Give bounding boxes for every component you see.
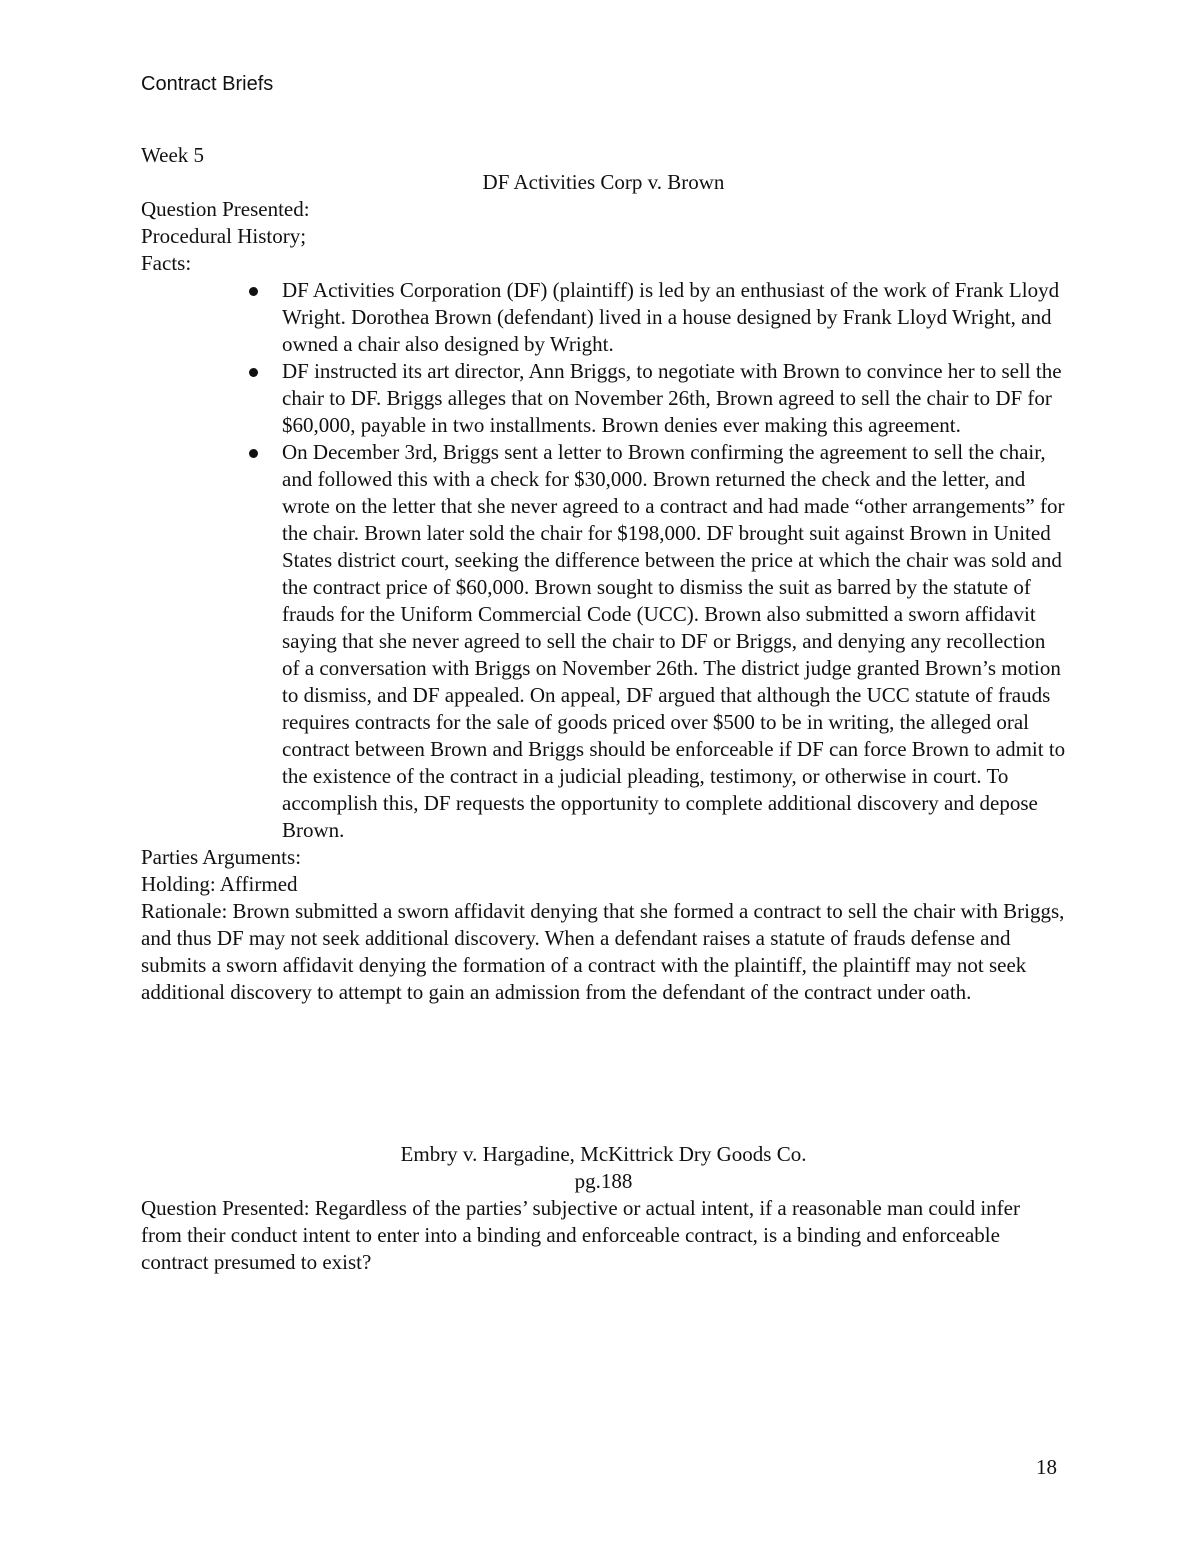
- running-header: Contract Briefs: [141, 73, 274, 95]
- facts-label: Facts:: [141, 251, 192, 275]
- parties-arguments-label: Parties Arguments:: [141, 845, 302, 869]
- bullet-icon: [249, 287, 258, 296]
- fact-text: On December 3rd, Briggs sent a letter to Brown confirming the agreement to sell the chair, and followed this with a check for $30,000. Brown returned the check and the letter, and wrote on the letter that she never agreed to a contract and had made “other arrangements” for the chair. Brown later sold the chair for $198,000. DF brought suit against Brown in United States district court, seeking the difference between the price at which the chair was sold and the contract price of $60,000. Brown sought to dismiss the suit as barred by the statute of frauds for the Uniform Commercial Code (UCC). Brown also submitted a sworn affidavit saying that she never agreed to sell the chair to DF or Briggs, and denying any recollection of a conversation with Briggs on November 26th. The district judge granted Brown’s motion to dismiss, and DF appealed. On appeal, DF argued that although the UCC statute of frauds requires contracts for the sale of goods priced over $500 to be in writing, the alleged oral contract between Brown and Briggs should be enforceable if DF can force Brown to admit to the existence of the contract in a judicial pleading, testimony, or otherwise in court. To accomplish this, DF requests the opportunity to complete additional discovery and depose Brown.: [282, 440, 1066, 842]
- case-title-df-activities: DF Activities Corp v. Brown: [482, 170, 725, 194]
- facts-list-item: [282, 439, 1066, 844]
- fact-text: DF instructed its art director, Ann Briggs, to negotiate with Brown to convince her to sell the chair to DF. Briggs alleges that on November 26th, Brown agreed to sell the chair to DF for $60,000, payable in two installments. Brown denies ever making this agreement.: [282, 359, 1062, 437]
- facts-list-item: [282, 277, 1066, 358]
- case-title-embry: Embry v. Hargadine, McKittrick Dry Goods Co.: [400, 1142, 807, 1166]
- page-reference: pg.188: [574, 1169, 633, 1193]
- page-number: 18: [1036, 1455, 1057, 1479]
- section-spacer: [141, 1006, 1066, 1141]
- question-presented-embry: Question Presented: Regardless of the parties’ subjective or actual intent, if a reasonable man could infer from their conduct intent to enter into a binding and enforceable contract, is a binding and enforceable contract presumed to exist?: [141, 1196, 1020, 1274]
- holding: Holding: Affirmed: [141, 872, 298, 896]
- facts-list-item: [282, 358, 1066, 439]
- question-presented-label: Question Presented:: [141, 197, 310, 221]
- bullet-icon: [249, 449, 258, 458]
- fact-text: DF Activities Corporation (DF) (plaintiff) is led by an enthusiast of the work of Frank Lloyd Wright. Dorothea Brown (defendant) lived in a house designed by Frank Lloyd Wright, and owned a chair also designed by Wright.: [282, 278, 1060, 356]
- week-label: Week 5: [141, 143, 205, 167]
- bullet-icon: [249, 368, 258, 377]
- facts-list: [141, 277, 1066, 844]
- rationale: Rationale: Brown submitted a sworn affidavit denying that she formed a contract to sell the chair with Briggs, and thus DF may not seek additional discovery. When a defendant raises a statute of frauds defense and submits a sworn affidavit denying the formation of a contract with the plaintiff, the plaintiff may not seek additional discovery to attempt to gain an admission from the defendant of the contract under oath.: [141, 899, 1065, 1004]
- document-body: [141, 142, 1066, 1276]
- procedural-history-label: Procedural History;: [141, 224, 307, 248]
